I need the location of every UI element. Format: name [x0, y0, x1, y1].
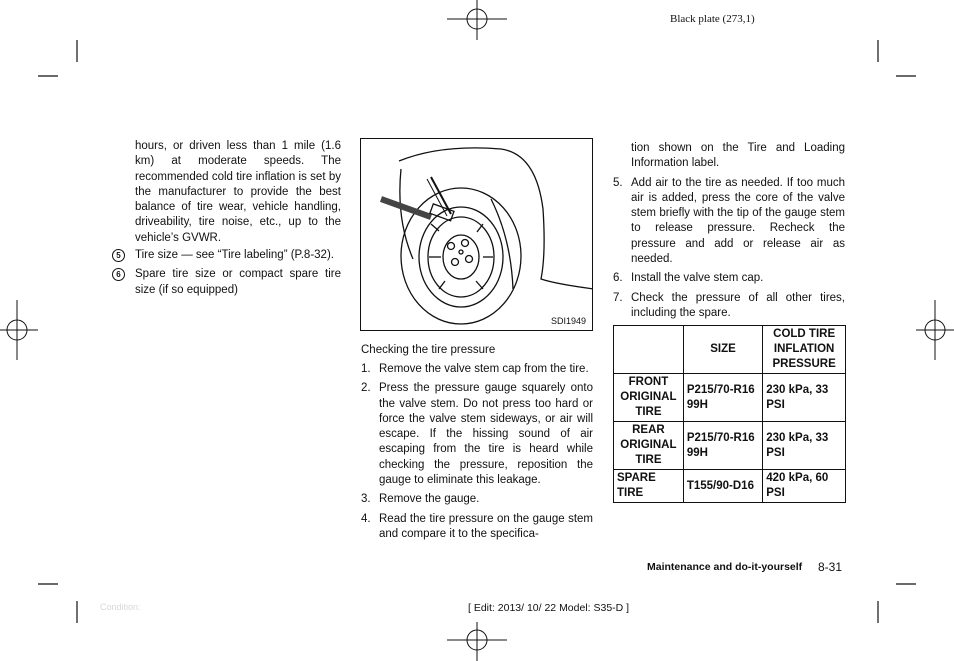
step-item: 1. Remove the valve stem cap from the tire.	[361, 363, 589, 375]
table-row: REAR ORIGINAL TIRE P215/70-R16 99H 230 kPa, 33 PSI	[614, 422, 846, 470]
figure-id: SDI1949	[550, 316, 586, 326]
middle-column	[361, 362, 593, 546]
list-item	[112, 248, 341, 263]
registration-mark-right	[916, 300, 954, 360]
condition-label: Condition:	[100, 602, 141, 612]
step-item: 5. Add air to the tire as needed. If too much air is added, press the core of the valve stem briefly with the tip of the gauge stem to release pressure. Recheck the pressure and add or release air as needed.	[613, 176, 845, 266]
edit-info: [ Edit: 2013/ 10/ 22 Model: S35-D ]	[468, 602, 630, 614]
step-item: 4. Read the tire pressure on the gauge stem and compare it to the specifica-	[361, 512, 593, 540]
plate-label: Black plate (273,1)	[670, 13, 755, 25]
circled-number: 6	[112, 268, 125, 281]
list-item	[112, 267, 341, 298]
registration-mark-top	[447, 0, 507, 40]
list-item-text: Tire size — see “Tire labeling” (P.8-32).	[135, 249, 334, 262]
table-header-row	[614, 326, 846, 374]
section-title: Maintenance and do-it-yourself	[647, 561, 803, 573]
right-continuation: tion shown on the Tire and Loading Information label.	[631, 142, 845, 170]
left-column	[112, 139, 341, 302]
tire-gauge-figure	[360, 138, 593, 331]
list-item-text: Spare tire size or compact spare tire size (if so equipped)	[135, 268, 341, 296]
column-header: SIZE	[683, 326, 762, 374]
table-row: SPARE TIRE T155/90-D16 420 kPa, 60 PSI	[614, 470, 846, 503]
circled-number: 5	[112, 249, 125, 262]
registration-mark-bottom	[447, 622, 507, 661]
table-row: FRONT ORIGINAL TIRE P215/70-R16 99H 230 kPa, 33 PSI	[614, 374, 846, 422]
tire-illustration	[361, 139, 593, 331]
step-item: 6. Install the valve stem cap.	[613, 272, 764, 285]
column-header: COLD TIRE INFLATION PRESSURE	[763, 326, 846, 374]
registration-mark-left	[0, 300, 38, 360]
step-item: 3. Remove the gauge.	[361, 493, 480, 506]
step-item: 7. Check the pressure of all other tires, including the spare.	[613, 291, 845, 319]
left-continuation: hours, or driven less than 1 mile (1.6 km) at moderate speeds. The recommended cold tire inflation is set by the manufacturer to provide the best balance of tire wear, vehicle handling, driveability, tire noise, etc., up to the vehicle’s GVWR.	[135, 140, 341, 244]
right-column	[613, 141, 845, 325]
step-item: 2. Press the pressure gauge squarely onto the valve stem. Do not press too hard or force the valve stem sideways, or air will escape. If the hissing sound of air escaping from the tire is heard while checking the pressure, reposition the gauge to eliminate this leakage.	[361, 382, 593, 487]
page-number: 8-31	[818, 560, 843, 574]
section-heading: Checking the tire pressure	[361, 344, 496, 356]
tire-pressure-table	[613, 325, 846, 503]
